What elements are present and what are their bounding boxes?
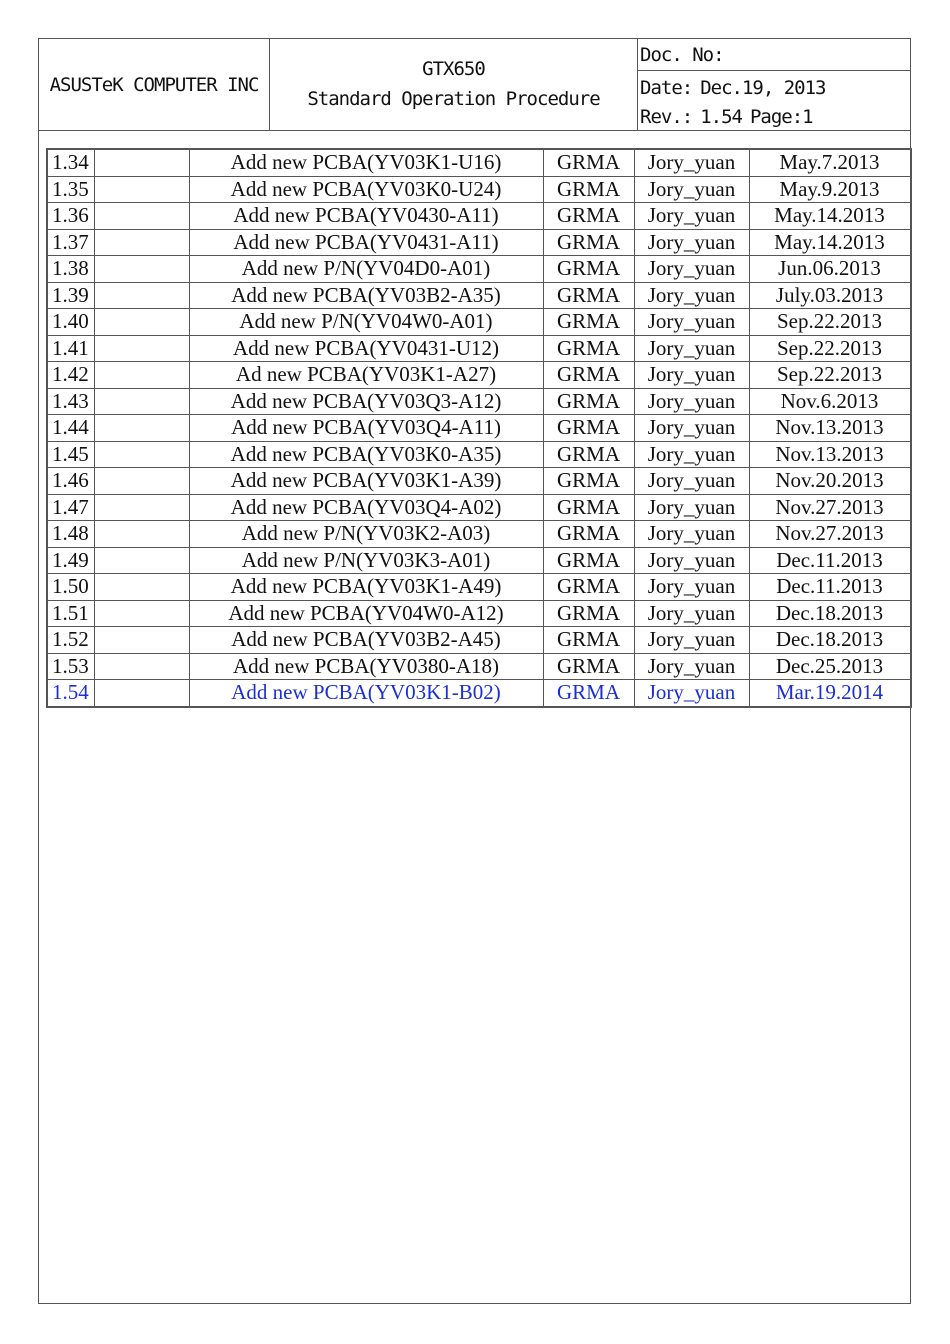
revision-description-cell: Add new PCBA(YV03B2-A45) xyxy=(189,627,543,654)
rev-label: Rev.: xyxy=(640,105,693,128)
revision-extra-cell xyxy=(94,149,189,176)
revision-department-cell: GRMA xyxy=(543,176,634,203)
revision-number-cell: 1.51 xyxy=(47,600,94,627)
revision-extra-cell xyxy=(94,203,189,230)
revision-date-cell: Sep.22.2013 xyxy=(749,362,911,389)
revision-extra-cell xyxy=(94,335,189,362)
product-name: GTX650 xyxy=(422,57,485,80)
table-row xyxy=(47,600,911,627)
date-label: Date: xyxy=(640,77,693,99)
revision-owner-cell: Jory_yuan xyxy=(634,574,749,601)
date-value: Dec.19, 2013 xyxy=(700,77,826,99)
revision-description-cell: Add new PCBA(YV03B2-A35) xyxy=(189,282,543,309)
revision-extra-cell xyxy=(94,547,189,574)
revision-department-cell: GRMA xyxy=(543,415,634,442)
revision-department-cell: GRMA xyxy=(543,309,634,336)
rev-row xyxy=(638,101,910,130)
revision-extra-cell xyxy=(94,653,189,680)
revision-number-cell: 1.42 xyxy=(47,362,94,389)
revision-description-cell: Add new PCBA(YV03Q4-A02) xyxy=(189,494,543,521)
revision-department-cell: GRMA xyxy=(543,494,634,521)
revision-department-cell: GRMA xyxy=(543,547,634,574)
revision-history-table xyxy=(46,148,912,708)
revision-owner-cell: Jory_yuan xyxy=(634,468,749,495)
table-row xyxy=(47,468,911,495)
revision-department-cell: GRMA xyxy=(543,203,634,230)
revision-department-cell: GRMA xyxy=(543,282,634,309)
revision-department-cell: GRMA xyxy=(543,229,634,256)
table-row xyxy=(47,362,911,389)
revision-department-cell: GRMA xyxy=(543,149,634,176)
revision-department-cell: GRMA xyxy=(543,441,634,468)
revision-description-cell: Add new PCBA(YV03K1-A49) xyxy=(189,574,543,601)
revision-description-cell: Add new P/N(YV03K2-A03) xyxy=(189,521,543,548)
revision-extra-cell xyxy=(94,256,189,283)
table-row xyxy=(47,441,911,468)
document-type: Standard Operation Procedure xyxy=(307,87,600,110)
revision-description-cell: Add new PCBA(YV03K1-B02) xyxy=(189,680,543,707)
revision-department-cell: GRMA xyxy=(543,335,634,362)
revision-table-body xyxy=(47,149,911,707)
revision-date-cell: Nov.13.2013 xyxy=(749,441,911,468)
revision-department-cell: GRMA xyxy=(543,256,634,283)
revision-extra-cell xyxy=(94,415,189,442)
revision-owner-cell: Jory_yuan xyxy=(634,653,749,680)
revision-date-cell: Nov.27.2013 xyxy=(749,521,911,548)
revision-description-cell: Add new P/N(YV04D0-A01) xyxy=(189,256,543,283)
revision-owner-cell: Jory_yuan xyxy=(634,229,749,256)
revision-date-cell: Dec.11.2013 xyxy=(749,574,911,601)
revision-description-cell: Add new PCBA(YV03Q4-A11) xyxy=(189,415,543,442)
revision-date-cell: Mar.19.2014 xyxy=(749,680,911,707)
revision-number-cell: 1.53 xyxy=(47,653,94,680)
table-row xyxy=(47,415,911,442)
revision-number-cell: 1.34 xyxy=(47,149,94,176)
table-row xyxy=(47,494,911,521)
revision-description-cell: Add new PCBA(YV04W0-A12) xyxy=(189,600,543,627)
revision-number-cell: 1.54 xyxy=(47,680,94,707)
table-row xyxy=(47,149,911,176)
revision-description-cell: Add new PCBA(YV03K0-U24) xyxy=(189,176,543,203)
revision-description-cell: Add new PCBA(YV03K0-A35) xyxy=(189,441,543,468)
doc-no-label: Doc. No: xyxy=(640,43,724,66)
revision-description-cell: Add new PCBA(YV03K1-A39) xyxy=(189,468,543,495)
revision-number-cell: 1.49 xyxy=(47,547,94,574)
revision-owner-cell: Jory_yuan xyxy=(634,176,749,203)
revision-number-cell: 1.46 xyxy=(47,468,94,495)
revision-owner-cell: Jory_yuan xyxy=(634,494,749,521)
revision-owner-cell: Jory_yuan xyxy=(634,415,749,442)
revision-owner-cell: Jory_yuan xyxy=(634,441,749,468)
revision-department-cell: GRMA xyxy=(543,468,634,495)
revision-extra-cell xyxy=(94,600,189,627)
revision-date-cell: May.7.2013 xyxy=(749,149,911,176)
revision-number-cell: 1.47 xyxy=(47,494,94,521)
table-row xyxy=(47,388,911,415)
doc-no-row xyxy=(638,39,910,71)
revision-description-cell: Add new PCBA(YV0380-A18) xyxy=(189,653,543,680)
revision-extra-cell xyxy=(94,627,189,654)
revision-number-cell: 1.40 xyxy=(47,309,94,336)
revision-extra-cell xyxy=(94,176,189,203)
revision-department-cell: GRMA xyxy=(543,600,634,627)
document-meta xyxy=(638,39,910,130)
revision-number-cell: 1.37 xyxy=(47,229,94,256)
revision-number-cell: 1.38 xyxy=(47,256,94,283)
table-row xyxy=(47,256,911,283)
revision-date-cell: Nov.27.2013 xyxy=(749,494,911,521)
revision-date-cell: Nov.13.2013 xyxy=(749,415,911,442)
table-row xyxy=(47,309,911,336)
revision-date-cell: May.14.2013 xyxy=(749,203,911,230)
table-row xyxy=(47,574,911,601)
revision-date-cell: Nov.20.2013 xyxy=(749,468,911,495)
revision-department-cell: GRMA xyxy=(543,388,634,415)
table-row xyxy=(47,335,911,362)
revision-department-cell: GRMA xyxy=(543,574,634,601)
revision-department-cell: GRMA xyxy=(543,521,634,548)
revision-extra-cell xyxy=(94,309,189,336)
date-row xyxy=(638,71,910,101)
revision-department-cell: GRMA xyxy=(543,362,634,389)
revision-extra-cell xyxy=(94,362,189,389)
table-row xyxy=(47,547,911,574)
revision-description-cell: Add new PCBA(YV0431-A11) xyxy=(189,229,543,256)
revision-date-cell: Sep.22.2013 xyxy=(749,335,911,362)
revision-owner-cell: Jory_yuan xyxy=(634,309,749,336)
revision-owner-cell: Jory_yuan xyxy=(634,203,749,230)
revision-number-cell: 1.43 xyxy=(47,388,94,415)
revision-owner-cell: Jory_yuan xyxy=(634,335,749,362)
revision-extra-cell xyxy=(94,680,189,707)
revision-number-cell: 1.41 xyxy=(47,335,94,362)
revision-date-cell: May.9.2013 xyxy=(749,176,911,203)
table-row xyxy=(47,521,911,548)
revision-description-cell: Add new PCBA(YV0430-A11) xyxy=(189,203,543,230)
company-name: ASUSTeK COMPUTER INC xyxy=(39,39,270,130)
revision-extra-cell xyxy=(94,574,189,601)
revision-owner-cell: Jory_yuan xyxy=(634,627,749,654)
table-row xyxy=(47,176,911,203)
table-row xyxy=(47,203,911,230)
revision-number-cell: 1.45 xyxy=(47,441,94,468)
revision-number-cell: 1.48 xyxy=(47,521,94,548)
page-label: Page: xyxy=(749,105,803,128)
revision-extra-cell xyxy=(94,468,189,495)
revision-date-cell: Sep.22.2013 xyxy=(749,309,911,336)
revision-description-cell: Add new P/N(YV03K3-A01) xyxy=(189,547,543,574)
revision-owner-cell: Jory_yuan xyxy=(634,282,749,309)
table-row xyxy=(47,680,911,707)
revision-owner-cell: Jory_yuan xyxy=(634,149,749,176)
table-row xyxy=(47,627,911,654)
revision-extra-cell xyxy=(94,521,189,548)
table-row xyxy=(47,653,911,680)
revision-description-cell: Add new PCBA(YV0431-U12) xyxy=(189,335,543,362)
revision-department-cell: GRMA xyxy=(543,627,634,654)
revision-date-cell: Dec.25.2013 xyxy=(749,653,911,680)
document-header xyxy=(39,39,910,131)
revision-extra-cell xyxy=(94,441,189,468)
revision-department-cell: GRMA xyxy=(543,653,634,680)
revision-number-cell: 1.50 xyxy=(47,574,94,601)
revision-extra-cell xyxy=(94,494,189,521)
table-row xyxy=(47,229,911,256)
revision-date-cell: Dec.11.2013 xyxy=(749,547,911,574)
revision-number-cell: 1.36 xyxy=(47,203,94,230)
page-value: 1 xyxy=(802,105,813,128)
document-title-block xyxy=(270,39,638,130)
revision-extra-cell xyxy=(94,282,189,309)
table-row xyxy=(47,282,911,309)
revision-number-cell: 1.35 xyxy=(47,176,94,203)
revision-date-cell: Nov.6.2013 xyxy=(749,388,911,415)
revision-owner-cell: Jory_yuan xyxy=(634,600,749,627)
rev-value: 1.54 xyxy=(700,105,742,128)
revision-owner-cell: Jory_yuan xyxy=(634,547,749,574)
revision-owner-cell: Jory_yuan xyxy=(634,362,749,389)
revision-date-cell: May.14.2013 xyxy=(749,229,911,256)
revision-date-cell: Dec.18.2013 xyxy=(749,627,911,654)
revision-owner-cell: Jory_yuan xyxy=(634,521,749,548)
revision-number-cell: 1.44 xyxy=(47,415,94,442)
revision-date-cell: Dec.18.2013 xyxy=(749,600,911,627)
revision-owner-cell: Jory_yuan xyxy=(634,388,749,415)
revision-description-cell: Add new PCBA(YV03Q3-A12) xyxy=(189,388,543,415)
revision-extra-cell xyxy=(94,388,189,415)
revision-description-cell: Ad new PCBA(YV03K1-A27) xyxy=(189,362,543,389)
revision-description-cell: Add new P/N(YV04W0-A01) xyxy=(189,309,543,336)
revision-department-cell: GRMA xyxy=(543,680,634,707)
revision-number-cell: 1.52 xyxy=(47,627,94,654)
revision-owner-cell: Jory_yuan xyxy=(634,680,749,707)
revision-owner-cell: Jory_yuan xyxy=(634,256,749,283)
revision-date-cell: Jun.06.2013 xyxy=(749,256,911,283)
revision-number-cell: 1.39 xyxy=(47,282,94,309)
revision-date-cell: July.03.2013 xyxy=(749,282,911,309)
revision-extra-cell xyxy=(94,229,189,256)
revision-description-cell: Add new PCBA(YV03K1-U16) xyxy=(189,149,543,176)
